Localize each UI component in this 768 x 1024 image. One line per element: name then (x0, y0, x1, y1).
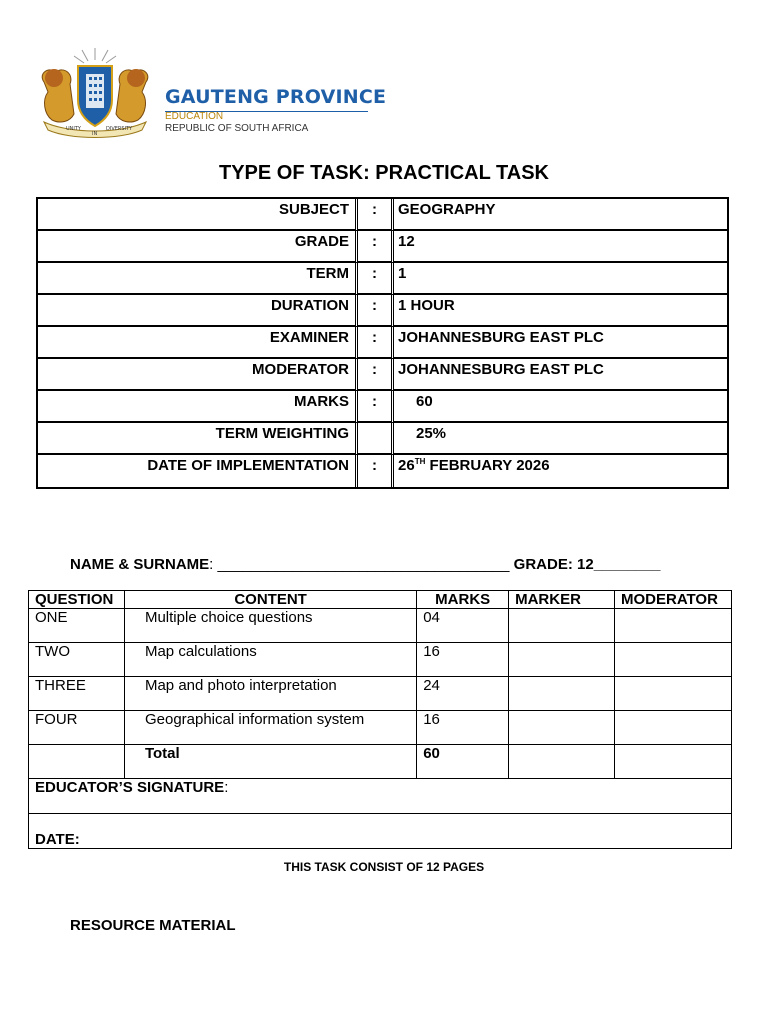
info-colon: : (358, 263, 394, 295)
info-row-marks (38, 391, 727, 423)
info-label: SUBJECT (38, 199, 358, 231)
educator-signature-label: EDUCATOR’S SIGNATURE (35, 779, 225, 796)
name-colon: : (209, 556, 214, 573)
header-content: CONTENT (124, 591, 416, 609)
info-value: 1 (394, 263, 727, 295)
date-cell[interactable] (29, 814, 732, 849)
info-colon: : (358, 231, 394, 263)
info-row-subject (38, 199, 727, 231)
question-cell: FOUR (29, 711, 125, 745)
total-marker-cell[interactable] (509, 745, 615, 779)
brand-department: EDUCATION (165, 111, 224, 122)
marker-cell[interactable] (509, 677, 615, 711)
info-row-examiner (38, 327, 727, 359)
info-value: 1 HOUR (394, 295, 727, 327)
info-label: EXAMINER (38, 327, 358, 359)
task-info-table (36, 197, 729, 489)
content-cell: Map and photo interpretation (124, 677, 416, 711)
marker-cell[interactable] (509, 711, 615, 745)
moderator-cell[interactable] (614, 677, 731, 711)
total-marks: 60 (417, 745, 509, 779)
table-row (29, 609, 732, 643)
educator-signature-cell[interactable] (29, 779, 732, 814)
info-label: MARKS (38, 391, 358, 423)
moderator-cell[interactable] (614, 609, 731, 643)
header-moderator: MODERATOR (614, 591, 731, 609)
date-rest: FEBRUARY 2026 (425, 457, 550, 474)
info-row-grade (38, 231, 727, 263)
sun-rays-icon (74, 48, 116, 63)
question-cell: ONE (29, 609, 125, 643)
name-label: NAME & SURNAME (70, 556, 210, 573)
info-label: MODERATOR (38, 359, 358, 391)
header-question: QUESTION (29, 591, 125, 609)
info-row-duration (38, 295, 727, 327)
moderator-cell[interactable] (614, 643, 731, 677)
svg-text:UNITY: UNITY (66, 126, 81, 132)
date-day: 26 (398, 457, 415, 474)
info-row-moderator (38, 359, 727, 391)
info-label: DURATION (38, 295, 358, 327)
info-colon: : (358, 199, 394, 231)
content-cell: Map calculations (124, 643, 416, 677)
info-colon: : (358, 455, 394, 487)
svg-text:IN: IN (92, 131, 98, 137)
info-colon: : (358, 295, 394, 327)
marks-cell: 24 (417, 677, 509, 711)
task-title: TYPE OF TASK: PRACTICAL TASK (219, 162, 549, 184)
marks-cell: 16 (417, 711, 509, 745)
name-surname-line (70, 556, 660, 573)
marks-cell: 04 (417, 609, 509, 643)
info-label: GRADE (38, 231, 358, 263)
gauteng-coat-of-arms-logo (30, 44, 160, 140)
table-row (29, 677, 732, 711)
total-moderator-cell[interactable] (614, 745, 731, 779)
info-label: TERM WEIGHTING (38, 423, 358, 455)
info-colon (358, 423, 394, 455)
header-marks: MARKS (417, 591, 509, 609)
resource-material-heading: RESOURCE MATERIAL (70, 917, 236, 934)
marker-cell[interactable] (509, 643, 615, 677)
info-colon: : (358, 391, 394, 423)
question-cell: TWO (29, 643, 125, 677)
date-ordinal: TH (414, 457, 426, 466)
total-row (29, 745, 732, 779)
table-row (29, 711, 732, 745)
info-value: 60 (394, 391, 727, 423)
date-label: DATE: (35, 831, 80, 848)
info-value: 12 (394, 231, 727, 263)
info-value (394, 455, 727, 487)
info-colon: : (358, 327, 394, 359)
total-question-cell (29, 745, 125, 779)
info-colon: : (358, 359, 394, 391)
total-label: Total (124, 745, 416, 779)
marker-cell[interactable] (509, 609, 615, 643)
name-blank[interactable]: ___________________________________ (213, 556, 514, 573)
info-value: GEOGRAPHY (394, 199, 727, 231)
info-label: DATE OF IMPLEMENTATION (38, 455, 358, 487)
grade-label: GRADE: 12 (513, 556, 594, 573)
brand-country: REPUBLIC OF SOUTH AFRICA (165, 123, 309, 134)
info-value: JOHANNESBURG EAST PLC (394, 359, 727, 391)
marks-table-header (29, 591, 732, 609)
content-cell: Multiple choice questions (124, 609, 416, 643)
marks-table (28, 590, 732, 849)
date-row (29, 814, 732, 849)
signature-colon: : (224, 779, 229, 796)
signature-row (29, 779, 732, 814)
marks-cell: 16 (417, 643, 509, 677)
question-cell: THREE (29, 677, 125, 711)
info-value: JOHANNESBURG EAST PLC (394, 327, 727, 359)
info-row-term (38, 263, 727, 295)
moderator-cell[interactable] (614, 711, 731, 745)
brand-title: GAUTENG PROVINCE (165, 86, 387, 108)
grade-blank[interactable]: ________ (593, 556, 661, 573)
info-row-date-of-implementation (38, 455, 727, 487)
header-marker: MARKER (509, 591, 615, 609)
pages-note: THIS TASK CONSIST OF 12 PAGES (283, 860, 485, 874)
svg-text:DIVERSITY: DIVERSITY (106, 126, 133, 132)
content-cell: Geographical information system (124, 711, 416, 745)
info-label: TERM (38, 263, 358, 295)
info-row-term-weighting (38, 423, 727, 455)
info-value: 25% (394, 423, 727, 455)
table-row (29, 643, 732, 677)
